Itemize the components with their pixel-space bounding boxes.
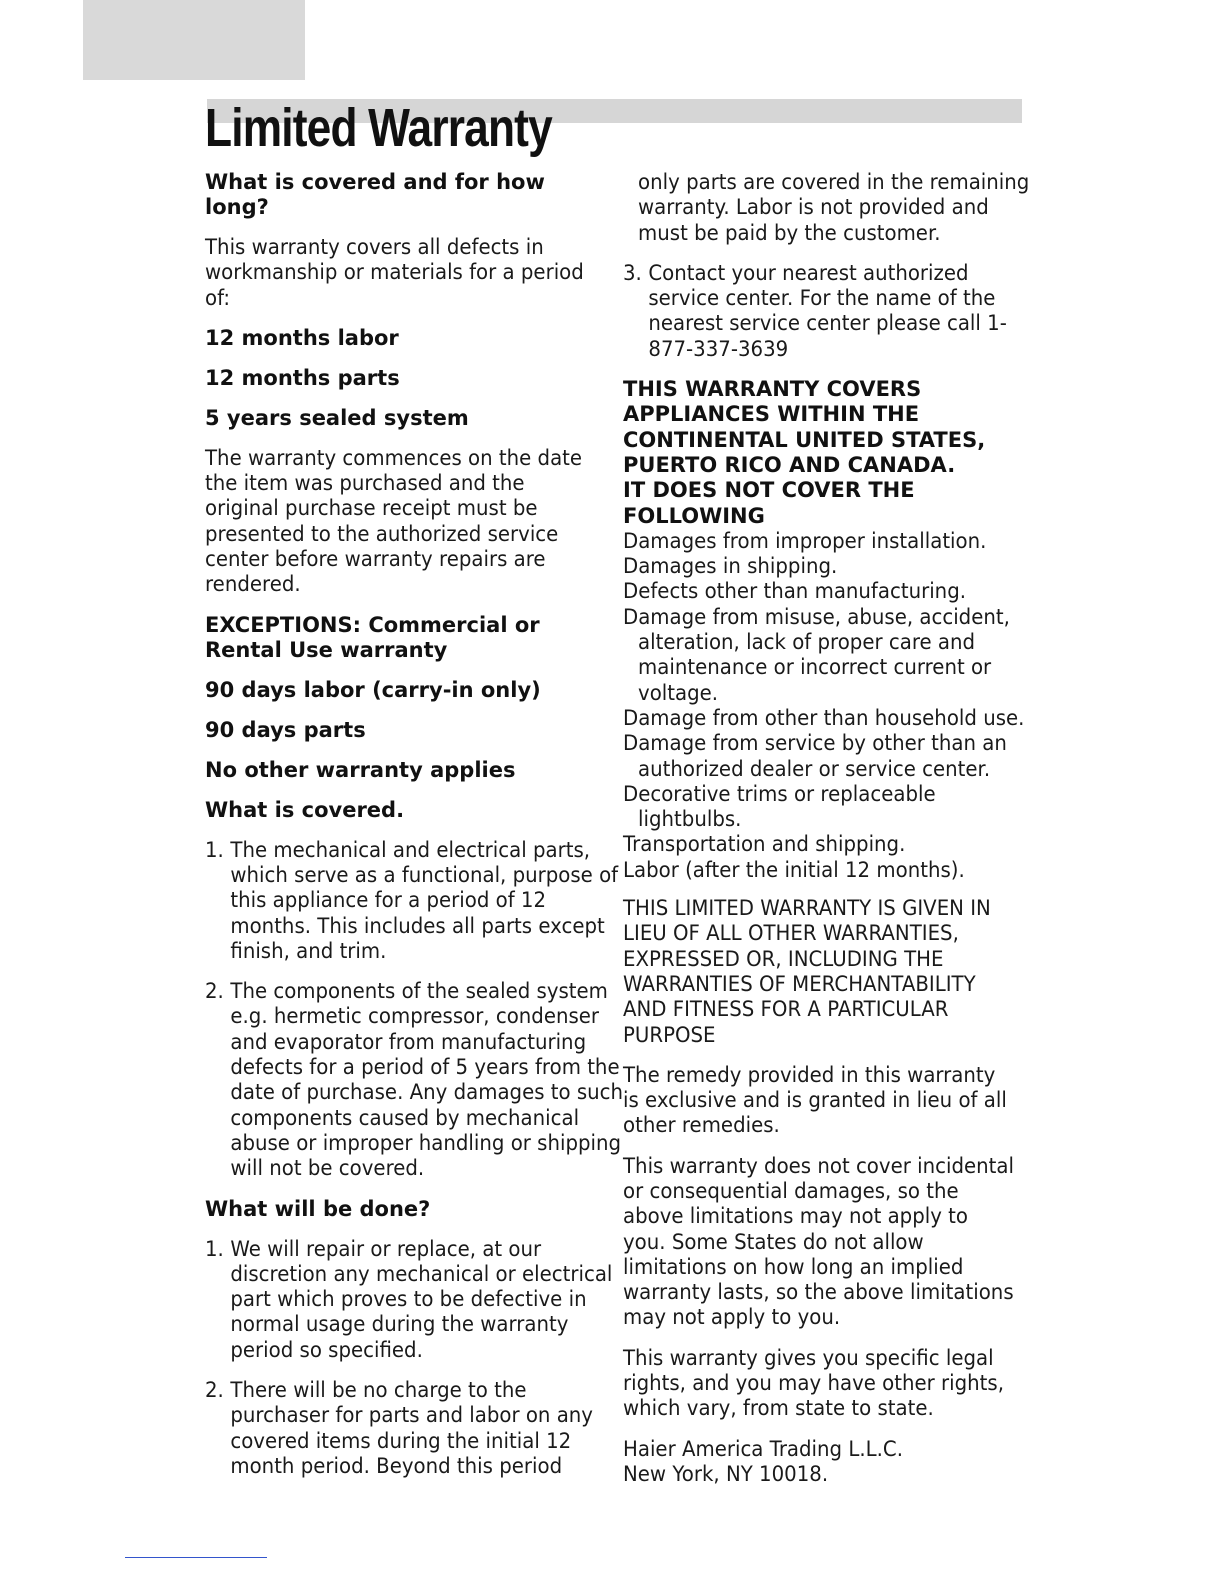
list-number: 2. [205, 979, 224, 1004]
list-text: The components of the sealed system e.g. hermetic compressor, condenser and evaporator from manufacturing defects for a period of 5 years from the date of purchase. Any damages to such components caused by mechanical abuse or improper handling or shipping will not be covered. [230, 979, 624, 1181]
period-labor: 12 months labor [205, 325, 399, 350]
list-text: The mechanical and electrical parts, which serve as a functional, purpose of this appliance for a period of 12 months. This includes all parts except finish, and trim. [230, 837, 619, 963]
exception-labor: 90 days labor (carry-in only) [205, 677, 541, 702]
header-tab-block [83, 0, 305, 80]
list-item: Damage from misuse, abuse, accident, alteration, lack of proper care and maintenance or incorrect current or voltage. [623, 604, 1010, 705]
coverage-region-statement: THIS WARRANTY COVERS APPLIANCES WITHIN THE CONTINENTAL UNITED STATES, PUERTO RICO AND CANADA. [623, 377, 986, 477]
list-text: There will be no charge to the purchaser for parts and labor on any covered items during the initial 12 month period. Beyond this period [230, 1378, 593, 1478]
continuation-text: only parts are covered in the remaining warranty. Labor is not provided and must be paid by the customer. [638, 170, 1030, 245]
coverage-intro: This warranty covers all defects in workmanship or materials for a period of: [205, 235, 584, 310]
list-item: Decorative trims or replaceable lightbulbs. [623, 781, 936, 832]
footer-rule [125, 1557, 267, 1558]
right-column [623, 170, 1030, 1487]
done-list [205, 1236, 613, 1480]
heading-what-covered: What is covered. [205, 797, 405, 822]
covered-list [205, 837, 624, 1182]
commencement-text: The warranty commences on the date the item was purchased and the original purchase receipt must be presented to the authorized service center before warranty repairs are rendered. [205, 445, 583, 597]
exception-parts: 90 days parts [205, 717, 366, 742]
list-number: 2. [205, 1378, 224, 1403]
in-lieu-statement: THIS LIMITED WARRANTY IS GIVEN IN LIEU OF ALL OTHER WARRANTIES, EXPRESSED OR, INCLUDING THE WARRANTIES OF MERCHANTABILITY AND FITNESS FOR A PARTICULAR PURPOSE [623, 896, 991, 1047]
list-item [205, 979, 624, 1181]
exclusions-list [623, 528, 1025, 883]
list-number: 1. [205, 1236, 224, 1261]
not-covered-heading: IT DOES NOT COVER THE FOLLOWING [623, 478, 915, 528]
remedy-text: The remedy provided in this warranty is exclusive and is granted in lieu of all other remedies. [623, 1062, 1007, 1138]
done-list-continued [623, 261, 1018, 362]
list-item [205, 1237, 624, 1363]
left-column [205, 170, 624, 1494]
list-number: 3. [623, 260, 642, 285]
period-sealed-system: 5 years sealed system [205, 405, 469, 430]
list-item: Damage from other than household use. [623, 705, 1025, 730]
list-item: Damages from improper installation. [623, 528, 987, 553]
heading-covered-how-long: What is covered and for how long? [205, 170, 545, 219]
company-name: Haier America Trading L.L.C. [623, 1436, 903, 1461]
list-item [205, 1378, 624, 1479]
list-item: Damages in shipping. [623, 554, 838, 579]
list-item: Transportation and shipping. [623, 832, 906, 857]
list-item [623, 261, 1042, 362]
legal-rights-text: This warranty gives you specific legal rights, and you may have other rights, which vary, from state to state. [623, 1345, 1004, 1421]
period-parts: 12 months parts [205, 365, 400, 390]
no-other-warranty: No other warranty applies [205, 757, 516, 782]
heading-what-done: What will be done? [205, 1196, 431, 1221]
list-item: Defects other than manufacturing. [623, 579, 967, 604]
list-text: Contact your nearest authorized service center. For the name of the nearest service center please call 1-877-337-3639 [648, 260, 1007, 361]
list-item: Damage from service by other than an authorized dealer or service center. [623, 731, 1007, 781]
list-number: 1. [205, 837, 224, 862]
incidental-damages-text: This warranty does not cover incidental or consequential damages, so the above limitations may not apply to you. Some States do not allow limitations on how long an implied warranty lasts, so the above limitations may not apply to you. [623, 1153, 1014, 1330]
list-item: Labor (after the initial 12 months). [623, 857, 965, 882]
exceptions-heading: EXCEPTIONS: Commercial or Rental Use warranty [205, 612, 540, 662]
list-text: We will repair or replace, at our discretion any mechanical or electrical part which proves to be defective in normal usage during the warranty period so specified. [230, 1236, 613, 1362]
page-title: Limited Warranty [205, 98, 552, 158]
list-item [205, 838, 624, 964]
company-city: New York, NY 10018. [623, 1461, 829, 1486]
company-address [623, 1437, 1017, 1488]
